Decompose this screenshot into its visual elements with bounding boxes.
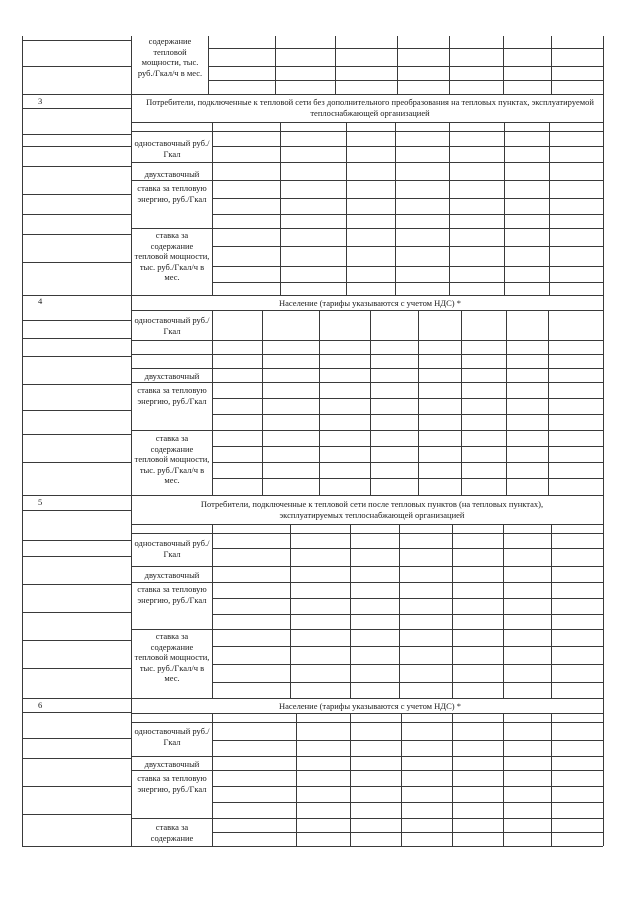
grid-line [551,524,552,698]
grid-line [22,556,131,557]
energy-rate-label: ставка за тепловую энергию, руб./Гкал [137,385,207,406]
grid-line [212,478,603,479]
grid-line [131,430,603,431]
energy-rate-label: ставка за тепловую энергию, руб./Гкал [137,183,207,204]
grid-line [212,266,603,267]
grid-line [461,310,462,495]
grid-line [22,612,131,613]
grid-line [22,738,131,739]
grid-line [131,524,603,525]
grid-line [22,814,131,815]
grid-line [603,36,604,94]
grid-line [22,356,131,357]
grid-line [296,713,297,846]
grid-line [212,446,603,447]
grid-line [603,495,604,698]
grid-line [22,214,131,215]
grid-line [22,640,131,641]
grid-line [131,310,603,311]
grid-line [401,713,402,846]
two-part-rate-label: двухставочный [144,570,200,580]
grid-line [212,146,603,147]
grid-line [212,414,603,415]
grid-line [212,802,603,803]
grid-line [503,36,504,94]
grid-line [551,713,552,846]
capacity-rate-label: содержание тепловой мощности, тыс. руб./Гкал/ч в мес. [137,36,203,78]
grid-line [22,698,23,846]
grid-line [22,698,603,699]
grid-line [22,36,23,94]
grid-line [548,310,549,495]
grid-line [503,713,504,846]
section-number: 5 [38,497,43,507]
two-part-rate-label: двухставочный [144,759,200,769]
grid-line [399,524,400,698]
grid-line [350,524,351,698]
grid-line [212,664,603,665]
grid-line [22,338,131,339]
grid-line [131,162,603,163]
grid-line [22,66,131,67]
one-part-rate-label: одноставочный руб./Гкал [134,726,210,747]
grid-line [22,462,131,463]
grid-line [22,410,131,411]
grid-line [212,198,603,199]
grid-line [212,122,213,295]
grid-line [504,122,505,295]
grid-line [212,282,603,283]
section-number: 3 [38,96,43,106]
energy-rate-label: ставка за тепловую энергию, руб./Гкал [137,773,207,794]
one-part-rate-label: одноставочный руб./Гкал [134,315,210,336]
grid-line [262,310,263,495]
grid-line [212,832,603,833]
grid-line [22,146,131,147]
grid-line [131,698,132,846]
grid-line [131,818,603,819]
grid-line [208,66,603,67]
grid-line [452,713,453,846]
grid-line [22,295,23,495]
section-number: 6 [38,700,43,710]
grid-line [319,310,320,495]
grid-line [551,36,552,94]
grid-line [131,94,132,295]
grid-line [212,548,603,549]
one-part-rate-label: одноставочный руб./Гкал [134,138,210,159]
grid-line [280,122,281,295]
grid-line [131,582,603,583]
grid-line [131,495,132,698]
grid-line [212,462,603,463]
grid-line [208,48,603,49]
grid-line [22,234,131,235]
grid-line [22,166,131,167]
grid-line [212,310,213,495]
energy-rate-label: ставка за тепловую энергию, руб./Гкал [137,584,207,605]
grid-line [22,584,131,585]
section-header: Население (тарифы указываются с учетом НДС) * [137,298,603,309]
two-part-rate-label: двухставочный [144,169,200,179]
grid-line [275,36,276,94]
one-part-rate-label: одноставочный руб./Гкал [134,538,210,559]
grid-line [603,94,604,295]
grid-line [22,262,131,263]
grid-line [131,566,603,567]
grid-line [212,786,603,787]
grid-line [22,434,131,435]
grid-line [350,713,351,846]
grid-line [22,94,603,95]
capacity-rate-label: ставка за содержание тепловой мощности, тыс. руб./Гкал/ч в мес. [134,230,210,282]
grid-line [212,246,603,247]
grid-line [22,194,131,195]
grid-line [22,40,131,41]
grid-line [22,712,131,713]
grid-line [22,668,131,669]
grid-line [452,524,453,698]
grid-line [22,134,131,135]
grid-line [22,108,131,109]
grid-line [22,758,131,759]
grid-line [397,36,398,94]
grid-line [506,310,507,495]
grid-line [22,540,131,541]
grid-line [131,354,603,355]
grid-line [346,122,347,295]
section-header: Потребители, подключенные к тепловой сети после тепловых пунктов (на тепловых пунктах), эксплуатируемых теплоснабжающей организацией [180,499,564,521]
grid-line [131,131,603,132]
grid-line [22,510,131,511]
grid-line [131,368,603,369]
grid-line [131,36,132,94]
grid-line [131,340,603,341]
grid-line [208,36,209,94]
grid-line [22,320,131,321]
grid-line [212,614,603,615]
grid-line [212,598,603,599]
grid-line [22,846,603,847]
grid-line [22,295,603,296]
grid-line [22,384,131,385]
grid-line [22,495,603,496]
grid-line [131,122,603,123]
grid-line [290,524,291,698]
grid-line [131,629,603,630]
section-header: Потребители, подключенные к тепловой сети без дополнительного преобразования на тепловых пунктах, эксплуатируемой теплоснабжающей организацией [137,97,603,119]
grid-line [208,80,603,81]
grid-line [212,682,603,683]
grid-line [549,122,550,295]
grid-line [212,713,213,846]
grid-line [131,713,603,714]
grid-line [131,722,603,723]
grid-line [212,398,603,399]
grid-line [22,786,131,787]
grid-line [603,295,604,495]
grid-line [449,36,450,94]
two-part-rate-label: двухставочный [144,371,200,381]
capacity-rate-label: ставка за содержание тепловой мощности, тыс. руб./Гкал/ч в мес. [134,433,210,485]
grid-line [212,646,603,647]
grid-line [503,524,504,698]
capacity-rate-label: ставка за содержание [150,822,194,843]
grid-line [418,310,419,495]
grid-line [131,228,603,229]
grid-line [370,310,371,495]
grid-line [131,533,603,534]
grid-line [131,770,603,771]
grid-line [603,698,604,846]
section-number: 4 [38,296,43,306]
section-header: Население (тарифы указываются с учетом НДС) * [137,701,603,712]
capacity-rate-label: ставка за содержание тепловой мощности, тыс. руб./Гкал/ч в мес. [134,631,210,683]
grid-line [335,36,336,94]
grid-line [131,295,132,495]
grid-line [395,122,396,295]
grid-line [131,180,603,181]
grid-line [131,382,603,383]
grid-line [131,756,603,757]
grid-line [449,122,450,295]
grid-line [212,740,603,741]
grid-line [212,524,213,698]
grid-line [212,214,603,215]
